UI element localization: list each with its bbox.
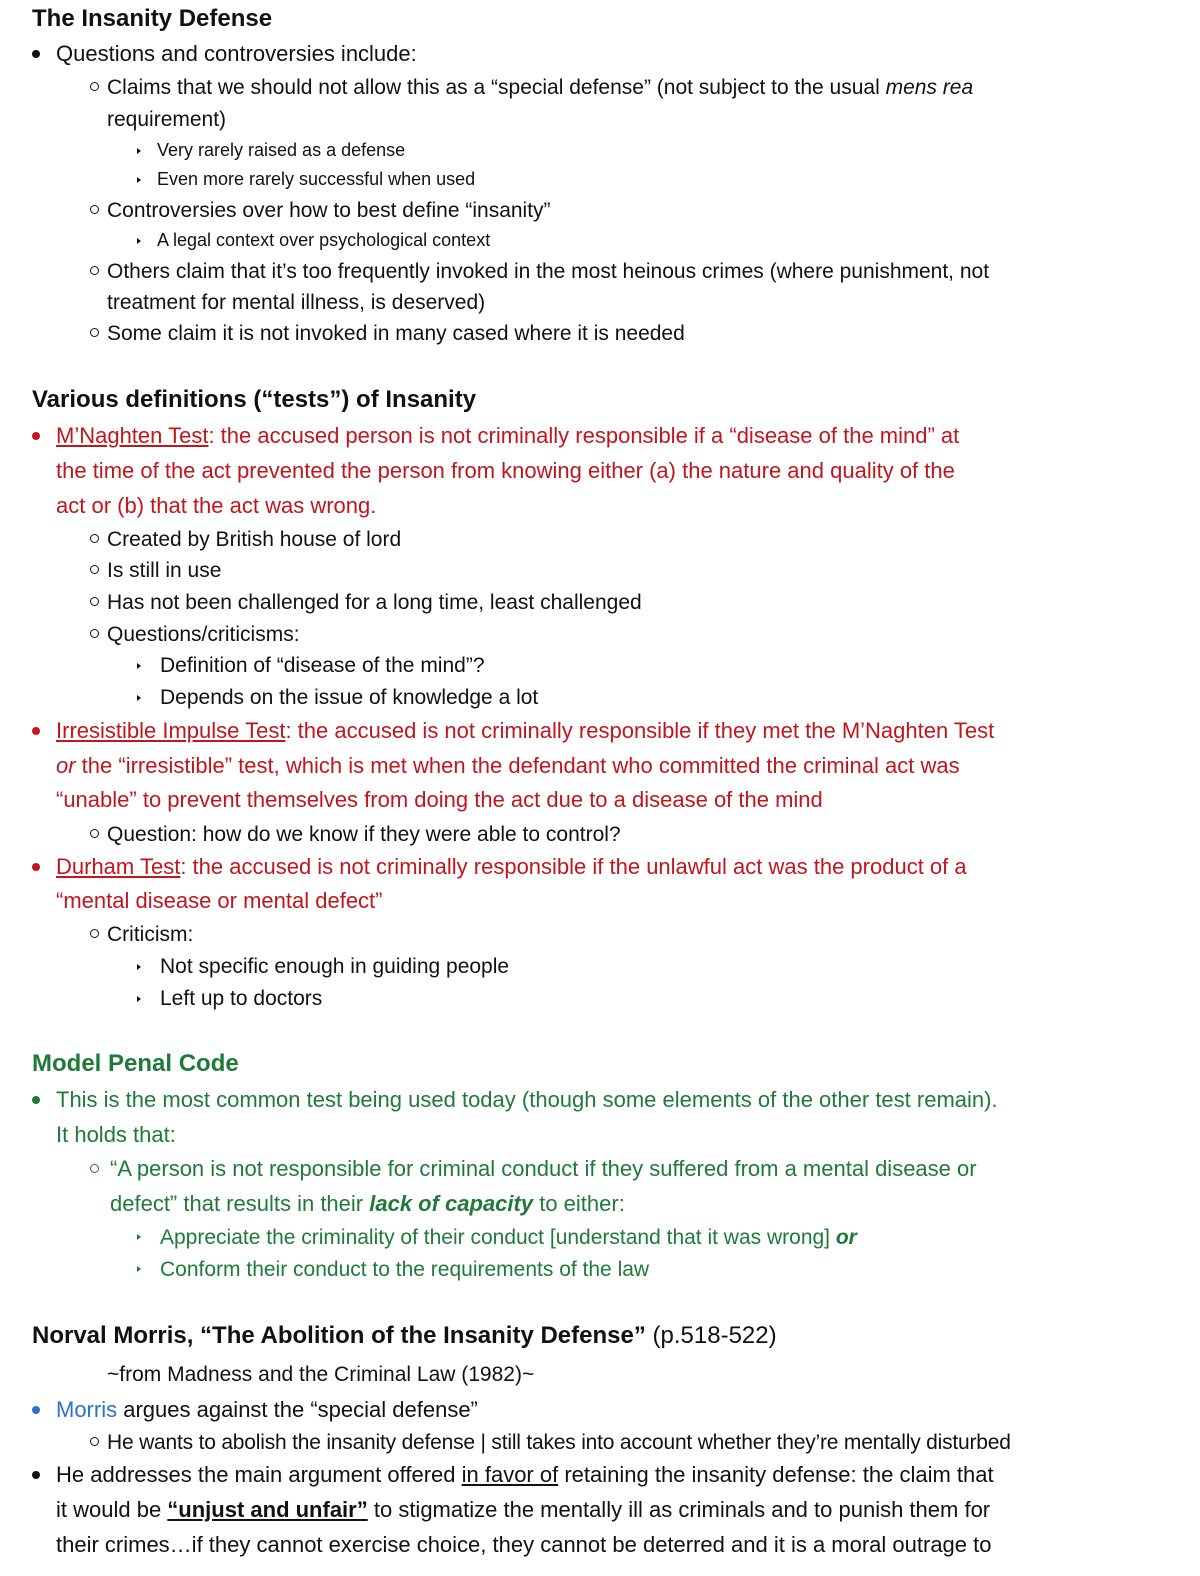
list-item-text: to either: (533, 1191, 625, 1216)
list-item (56, 1399, 478, 1421)
underlined-text: in favor of (461, 1462, 559, 1487)
term-mnaghten: M’Naghten Test (56, 423, 209, 448)
list-item-text: retaining the insanity defense: the claim that (558, 1462, 994, 1487)
list-item: Very rarely raised as a defense (157, 140, 406, 160)
list-item-continuation: act or (b) that the act was wrong. (56, 493, 377, 518)
list-item-text: the “irresistible” test, which is met when the defendant who committed the criminal act was (75, 753, 960, 778)
list-item-continuation: It holds that: (56, 1122, 176, 1147)
triangle-bullet-icon (137, 964, 141, 970)
list-item-continuation: “unable” to prevent themselves from doing the act due to a disease of the mind (56, 787, 823, 812)
list-item: Has not been challenged for a long time, least challenged (107, 591, 642, 614)
list-item: Definition of “disease of the mind”? (160, 654, 485, 677)
section-title-definitions: Various definitions (“tests”) of Insanity (32, 386, 477, 413)
list-item: Questions and controversies include: (56, 41, 417, 66)
list-item-mnaghten (56, 425, 959, 447)
list-item-irresistible (56, 720, 994, 742)
circle-bullet-icon (90, 829, 99, 838)
list-item: Created by British house of lord (107, 528, 402, 551)
list-item-text: : the accused person is not criminally responsible if a “disease of the mind” at (208, 423, 960, 448)
list-item-text: Appreciate the criminality of their conduct [understand that it was wrong] (160, 1226, 836, 1249)
circle-bullet-icon (90, 629, 99, 638)
list-item: “A person is not responsible for criminal conduct if they suffered from a mental disease or (110, 1156, 977, 1181)
bullet-icon (32, 727, 40, 735)
list-item-text: defect” that results in their (110, 1191, 370, 1216)
list-item-text: : the accused is not criminally responsible if they met the M’Naghten Test (285, 718, 995, 743)
list-item (160, 1227, 857, 1248)
list-item: A legal context over psychological context (157, 230, 491, 250)
page-range: (p.518-522) (645, 1322, 777, 1349)
triangle-bullet-icon (137, 177, 141, 183)
list-item-text: to stigmatize the mentally ill as criminals and to punish them for (367, 1497, 991, 1522)
list-item: Conform their conduct to the requirements of the law (160, 1258, 650, 1281)
list-item-continuation: “mental disease or mental defect” (56, 888, 383, 913)
triangle-bullet-icon (137, 238, 141, 244)
triangle-bullet-icon (137, 996, 141, 1002)
underlined-text: “unjust and unfair” (167, 1497, 368, 1522)
source-subtitle: ~from Madness and the Criminal Law (1982)~ (107, 1363, 535, 1386)
term-irresistible-impulse: Irresistible Impulse Test (56, 718, 286, 743)
emphasis-text: or (835, 1226, 857, 1249)
list-item-continuation: their crimes…if they cannot exercise choice, they cannot be deterred and it is a moral outrage to (56, 1532, 992, 1557)
bullet-icon (32, 1406, 40, 1414)
list-item-continuation (110, 1193, 625, 1215)
section-title-norval-morris (32, 1324, 777, 1348)
bullet-icon (32, 432, 40, 440)
circle-bullet-icon (90, 534, 99, 543)
circle-bullet-icon (90, 82, 99, 91)
section-title-text: Norval Morris, “The Abolition of the Insanity Defense” (32, 1322, 646, 1349)
bullet-icon (32, 863, 40, 871)
list-item: Left up to doctors (160, 987, 323, 1010)
list-item-text: He addresses the main argument offered (56, 1462, 462, 1487)
list-item: Even more rarely successful when used (157, 169, 476, 189)
list-item (56, 1464, 994, 1486)
circle-bullet-icon (90, 205, 99, 214)
list-item-continuation: the time of the act prevented the person from knowing either (a) the nature and quality of the (56, 458, 955, 483)
list-item (107, 77, 973, 98)
list-item: Depends on the issue of knowledge a lot (160, 686, 539, 709)
circle-bullet-icon (90, 1164, 99, 1173)
list-item-continuation (56, 755, 960, 777)
list-item: Not specific enough in guiding people (160, 955, 510, 978)
list-item-continuation: requirement) (107, 108, 227, 131)
section-title-insanity-defense: The Insanity Defense (32, 5, 273, 32)
list-item: This is the most common test being used today (though some elements of the other test remain). (56, 1087, 998, 1112)
name-morris: Morris (56, 1397, 118, 1422)
list-item: Question: how do we know if they were able to control? (107, 823, 621, 846)
list-item: Others claim that it’s too frequently invoked in the most heinous crimes (where punishment, not (107, 260, 990, 283)
bullet-icon (32, 1471, 40, 1479)
list-item: Is still in use (107, 559, 222, 582)
emphasis-text: mens rea (885, 76, 974, 99)
triangle-bullet-icon (137, 1234, 141, 1240)
triangle-bullet-icon (137, 695, 141, 701)
circle-bullet-icon (90, 929, 99, 938)
triangle-bullet-icon (137, 663, 141, 669)
list-item-text: Claims that we should not allow this as a “special defense” (not subject to the usual (107, 76, 886, 99)
circle-bullet-icon (90, 328, 99, 337)
emphasis-text: or (56, 753, 76, 778)
list-item-durham (56, 856, 967, 878)
list-item-continuation (56, 1499, 990, 1521)
bullet-icon (32, 50, 40, 58)
section-title-model-penal-code: Model Penal Code (32, 1050, 239, 1077)
circle-bullet-icon (90, 266, 99, 275)
list-item: Some claim it is not invoked in many cased where it is needed (107, 322, 685, 345)
list-item: Controversies over how to best define “insanity” (107, 199, 551, 222)
circle-bullet-icon (90, 1437, 99, 1446)
bullet-icon (32, 1096, 40, 1104)
triangle-bullet-icon (137, 1266, 141, 1272)
circle-bullet-icon (90, 597, 99, 606)
list-item: Questions/criticisms: (107, 623, 300, 646)
emphasis-text: lack of capacity (369, 1191, 534, 1216)
circle-bullet-icon (90, 565, 99, 574)
list-item-continuation: treatment for mental illness, is deserved) (107, 291, 486, 314)
list-item: Criticism: (107, 923, 194, 946)
list-item-text: it would be (56, 1497, 168, 1522)
list-item-text: : the accused is not criminally responsible if the unlawful act was the product of a (180, 854, 967, 879)
list-item-text: argues against the “special defense” (117, 1397, 478, 1422)
term-durham: Durham Test (56, 854, 181, 879)
triangle-bullet-icon (137, 148, 141, 154)
list-item: He wants to abolish the insanity defense | still takes into account whether they’re mentally disturbed (107, 1431, 1011, 1454)
